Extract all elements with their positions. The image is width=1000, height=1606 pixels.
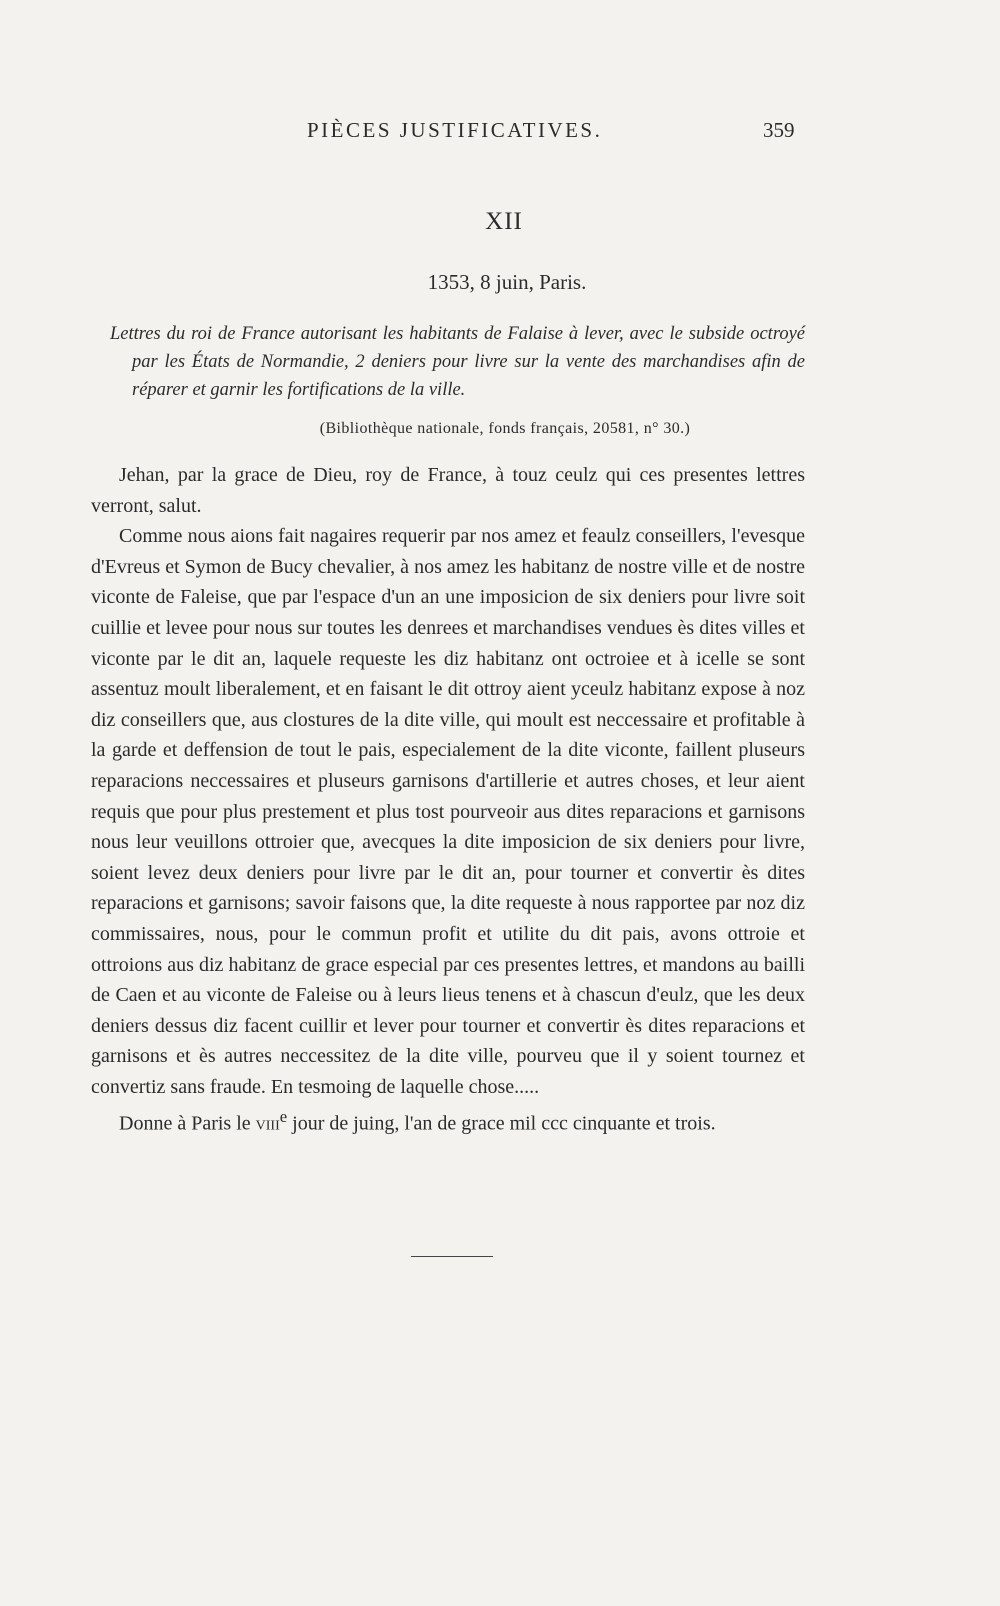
- closing-paragraph: [91, 1102, 805, 1139]
- closing-text-start: Donne à Paris le: [119, 1113, 256, 1136]
- letter-body: [91, 460, 805, 1140]
- end-rule: [411, 1256, 493, 1257]
- page-number: 359: [763, 118, 795, 142]
- closing-text-end: jour de juing, l'an de grace mil ccc cinquante et trois.: [287, 1113, 716, 1136]
- closing-day-numeral: viii: [255, 1113, 280, 1136]
- closing-day-superscript: e: [279, 1107, 288, 1127]
- salutation-paragraph: Jehan, par la grace de Dieu, roy de France, à touz ceulz qui ces presentes lettres verront, salut.: [91, 464, 805, 517]
- document-summary: Lettres du roi de France autorisant les habitants de Falaise à lever, avec le subside octroyé par les États de Normandie, 2 deniers pour livre sur la vente des marchandises afin de réparer et garnir les fortifications de la ville.: [110, 324, 805, 400]
- dateline: 1353, 8 juin, Paris.: [427, 270, 587, 294]
- running-header: [0, 118, 1000, 148]
- running-title: PIÈCES JUSTIFICATIVES.: [307, 118, 603, 142]
- main-paragraph: Comme nous aions fait nagaires requerir par nos amez et feaulz conseillers, l'evesque d'Evreus et Symon de Bucy chevalier, à nos amez les habitanz de nostre ville et de nostre viconte de Faleise, que par l'espace d'un an une imposicion de six deniers pour livre soit cuillie et levee pour nous sur toutes les denrees et marchandises vendues ès dites villes et viconte par le dit an, laquele requeste les diz habitanz ont octroiee et à icelle se sont assentuz moult liberalement, et en faisant le dit ottroy aient yceulz habitanz expose à noz diz conseillers que, aus clostures de la dite ville, qui moult est neccessaire et profitable à la garde et deffension de tout le pais, especialement de la dite viconte, faillent pluseurs reparacions neccessaires et pluseurs garnisons d'artillerie et autres choses, et leur aient requis que pour plus prestement et plus tost pourveoir aus dites reparacions et garnisons nous leur veuillons ottroier que, avecques la dite imposicion de six deniers pour livre, soient levez deux deniers pour livre par le dit an, pour tourner et convertir ès dites reparacions et garnisons; savoir faisons que, la dite requeste à nous rapportee par noz diz commissaires, nous, pour le commun profit et utilite du dit pais, avons ottroie et ottroions aus diz habitanz de grace especial par ces presentes lettres, et mandons au bailli de Caen et au viconte de Faleise ou à leurs lieus tenens et à chascun d'eulz, que les deux deniers dessus diz facent cuillir et lever pour tourner et convertir ès dites reparacions et garnisons et ès autres neccessitez de la dite ville, pourveu que il y soient tournez et convertiz sans fraude. En tesmoing de laquelle chose.....: [91, 525, 805, 1098]
- chapter-number: XII: [485, 208, 523, 235]
- source-citation: (Bibliothèque nationale, fonds français, 20581, n° 30.): [319, 420, 691, 437]
